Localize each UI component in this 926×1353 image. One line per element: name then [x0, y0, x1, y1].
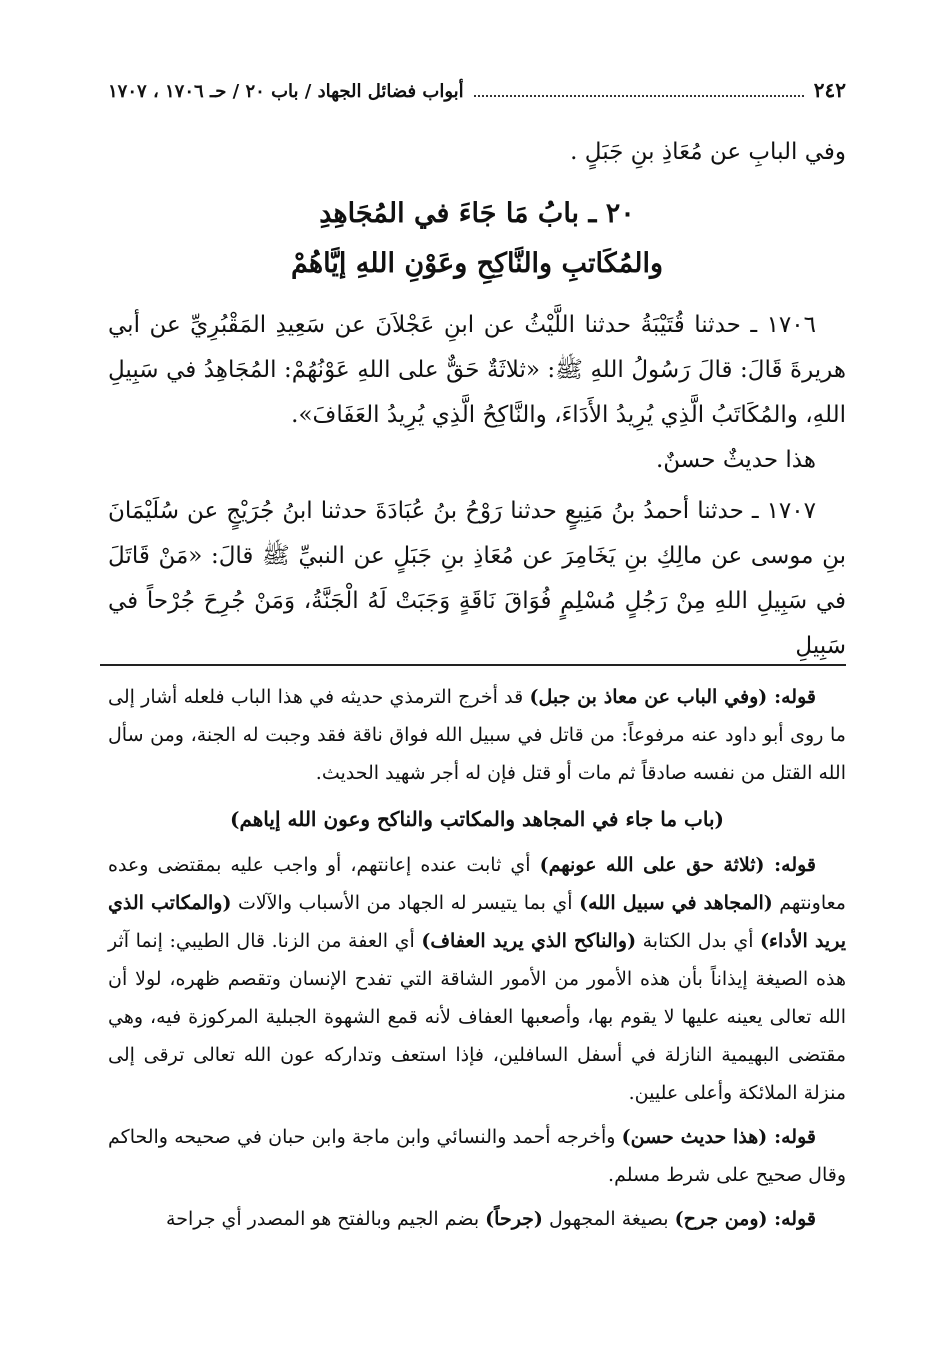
- commentary-text: قد أخرج الترمذي حديثه في هذا الباب فلعله أشار إلى ما روى أبو داود عنه مرفوعاً: من قاتل في سبيل الله فواق ناقة فقد وجبت له الجنة، ومن سأل الله القتل من نفسه صادقاً ثم مات أو قتل فإن له أجر شهيد الحديث.: [108, 686, 846, 784]
- chapter-title-line-1: ٢٠ ـ بابُ مَا جَاءَ في المُجَاهِدِ: [319, 198, 635, 229]
- hadith-grade: هذا حديثٌ حسنٌ.: [655, 447, 816, 473]
- commentary-text: أي بدل الكتابة: [636, 930, 761, 952]
- main-text: [108, 130, 846, 669]
- hadith-1706: ١٧٠٦ ـ حدثنا قُتَيْبَةُ حدثنا اللَّيْثُ عن ابنِ عَجْلاَنَ عن سَعِيدِ المَقْبُرِيِّ عن أبي هريرةَ قَالَ: قالَ رَسُولُ اللهِ ﷺ: «ثلاثَةٌ حَقٌّ على اللهِ عَوْنُهُمْ: المُجَاهِدُ في سَبِيلِ اللهِ، والمُكَاتَبُ الَّذِي يُرِيدُ الأَدَاءَ، والنَّاكِحُ الَّذِي يُرِيدُ العَفَافَ».: [108, 312, 846, 428]
- page-number: ٢٤٢: [813, 78, 846, 102]
- commentary-text: أي ثابت عنده إعانتهم، أو واجب عليه بمقتضى وعده معاونتهم: [108, 854, 846, 914]
- commentary-quote: (المجاهد في سبيل الله): [579, 892, 773, 914]
- commentary: [108, 678, 846, 1238]
- running-title: أبواب فضائل الجهاد / باب ٢٠ / حـ ١٧٠٦ ، ١٧٠٧: [108, 81, 464, 102]
- commentary-label: قوله: (هذا حديث حسن): [621, 1126, 816, 1148]
- leader-dots: [474, 95, 804, 97]
- commentary-quote: (والناكح الذي يريد العفاف): [421, 930, 637, 952]
- commentary-section-title: (باب ما جاء في المجاهد والمكاتب والناكح وعون الله إياهم): [229, 807, 724, 831]
- chapter-title-line-2: والمُكَاتبِ والنَّاكِحِ وعَوْنِ اللهِ إيَّاهُمْ: [290, 248, 664, 279]
- commentary-text: وأخرجه أحمد والنسائي وابن ماجة وابن حبان في صحيحه والحاكم وقال صحيح على شرط مسلم.: [108, 1126, 846, 1186]
- commentary-label: قوله: (ومن جرح): [674, 1208, 816, 1230]
- commentary-paragraph-4: [108, 1200, 846, 1238]
- commentary-label: قوله: (وفي الباب عن معاذ بن جبل): [529, 686, 816, 708]
- commentary-quote: (جرحاً): [485, 1208, 543, 1230]
- commentary-paragraph-3: [108, 1118, 846, 1194]
- commentary-text: أي العفة من الزنا. قال الطيبي: إنما آثر هذه الصيغة إيذاناً بأن هذه الأمور من الأمور الشاقة التي تفدح الإنسان وتقصم ظهره، لولا أن الله تعالى يعينه عليها لا يقوم بها، وأصعبها العفاف لأنه قمع الشهوة الجبلية المركوزة فيه، وهي مقتضى البهيمية النازلة في أسفل السافلين، فإذا استعف وتداركه عون الله تعالى ترقى إلى منزلة الملائكة وأعلى عليين.: [108, 930, 846, 1104]
- hadith-1707: ١٧٠٧ ـ حدثنا أحمدُ بنُ مَنِيعٍ حدثنا رَوْحُ بنُ عُبَادَةَ حدثنا ابنُ جُرَيْجٍ عن سُلَيْمَانَ بنِ موسى عن مالِكِ بنِ يَخَامِرَ عن مُعَاذِ بنِ جَبَلٍ عن النبيِّ ﷺ قالَ: «مَنْ قَاتَلَ في سَبِيلِ اللهِ مِنْ رَجُلٍ مُسْلِمٍ فُوَاقَ نَاقَةٍ وَجَبَتْ لَهُ الْجَنَّةُ، وَمَنْ جُرِحَ جُرْحاً في سَبِيلِ: [108, 498, 846, 659]
- intro-line: وفي البابِ عن مُعَاذِ بنِ جَبَلٍ .: [570, 139, 846, 165]
- commentary-paragraph-1: [108, 678, 846, 792]
- commentary-text: بصيغة المجهول: [542, 1208, 675, 1230]
- commentary-quote: (والمكاتب الذي يريد الأداء): [108, 892, 846, 952]
- chapter-title: [108, 189, 846, 289]
- page-header: [108, 78, 846, 103]
- commentary-paragraph-2: [108, 846, 846, 1112]
- commentary-label: قوله: (ثلاثة حق على الله عونهم): [539, 854, 817, 876]
- commentary-text: أي بما يتيسر له الجهاد من الأسباب والآلات: [231, 892, 580, 914]
- commentary-text: بضم الجيم وبالفتح هو المصدر أي جراحة: [166, 1208, 486, 1230]
- footnote-divider: [100, 664, 846, 666]
